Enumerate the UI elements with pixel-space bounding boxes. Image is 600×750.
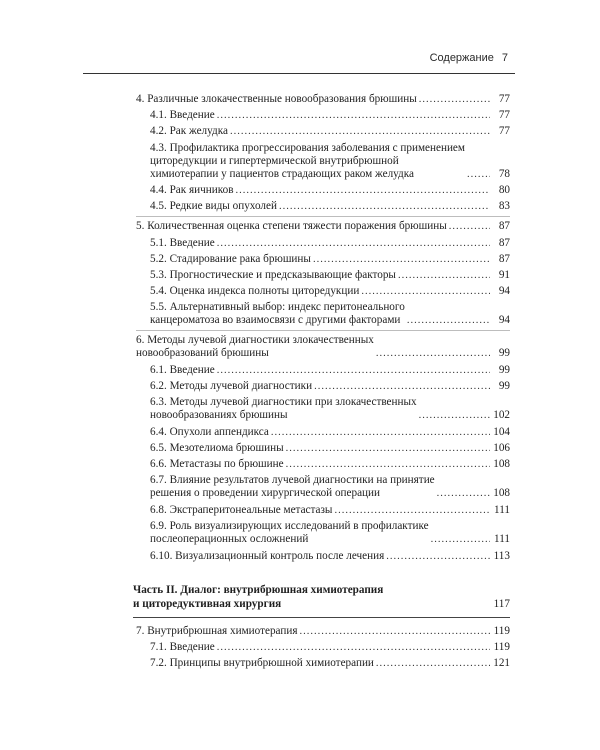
part-divider [133, 617, 510, 618]
leader-dots [235, 184, 490, 197]
leader-dots [407, 314, 490, 327]
toc-entry-6-7[interactable]: 6.7. Влияние результатов лучевой диагностики на принятие решения о проведении хирургической операции ..... 108 [150, 474, 510, 500]
leader-dots [419, 93, 490, 106]
leader-dots [279, 200, 490, 213]
toc-entry-5-1[interactable]: 5.1. Введение ..... 87 [150, 237, 510, 250]
leader-dots [217, 641, 490, 654]
toc-entry-6-4[interactable]: 6.4. Опухоли аппендикса ..... 104 [150, 426, 510, 439]
toc-entry-4-2[interactable]: 4.2. Рак желудка ..... 77 [150, 125, 510, 138]
leader-dots [217, 237, 490, 250]
chapter-divider [136, 330, 510, 331]
toc-part-2[interactable]: Часть II. Диалог: внутрибрюшная химиотерапия и циторедуктивная хирургия 117 [133, 584, 510, 610]
leader-dots [217, 109, 490, 122]
toc-entry-ch4[interactable]: 4. Различные злокачественные новообразования брюшины ..... 77 [136, 93, 510, 106]
toc-entry-6-1[interactable]: 6.1. Введение ..... 99 [150, 364, 510, 377]
leader-dots [286, 442, 490, 455]
toc-entry-5-4[interactable]: 5.4. Оценка индекса полноты циторедукции ..... 94 [150, 285, 510, 298]
leader-dots [230, 125, 490, 138]
toc-entry-5-2[interactable]: 5.2. Стадирование рака брюшины ..... 87 [150, 253, 510, 266]
leader-dots [419, 409, 490, 422]
toc-entry-ch7[interactable]: 7. Внутрибрюшная химиотерапия ..... 119 [136, 625, 510, 638]
toc-entry-7-1[interactable]: 7.1. Введение ..... 119 [150, 641, 510, 654]
leader-dots [449, 220, 490, 233]
chapter-divider [136, 216, 510, 217]
toc-entry-6-8[interactable]: 6.8. Экстраперитонеальные метастазы ..... 111 [150, 504, 510, 517]
toc-entry-5-5[interactable]: 5.5. Альтернативный выбор: индекс перитонеального канцероматоза во взаимосвязи с другими факторами ..... 94 [150, 301, 510, 327]
header-page-number: 7 [501, 52, 508, 64]
leader-dots [431, 533, 490, 546]
toc-entry-6-5[interactable]: 6.5. Мезотелиома брюшины ..... 106 [150, 442, 510, 455]
toc-entry-4-5[interactable]: 4.5. Редкие виды опухолей ..... 83 [150, 200, 510, 213]
leader-dots [286, 458, 490, 471]
leader-dots [217, 364, 490, 377]
leader-dots [376, 347, 490, 360]
toc-entry-ch6[interactable]: 6. Методы лучевой диагностики злокачественных новообразований брюшины ..... 99 [136, 334, 510, 360]
leader-dots [386, 550, 490, 563]
toc-entry-6-10[interactable]: 6.10. Визуализационный контроль после лечения ..... 113 [150, 550, 510, 563]
toc-entry-4-4[interactable]: 4.4. Рак яичников ..... 80 [150, 184, 510, 197]
leader-dots [398, 269, 490, 282]
toc-entry-7-2[interactable]: 7.2. Принципы внутрибрюшной химиотерапии ..... 121 [150, 657, 510, 670]
leader-dots [313, 253, 490, 266]
toc-entry-5-3[interactable]: 5.3. Прогностические и предсказывающие факторы ..... 91 [150, 269, 510, 282]
leader-dots [437, 487, 490, 500]
toc-entry-ch5[interactable]: 5. Количественная оценка степени тяжести поражения брюшины ..... 87 [136, 220, 510, 233]
leader-dots [376, 657, 490, 670]
toc-entry-6-3[interactable]: 6.3. Методы лучевой диагностики при злокачественных новообразованиях брюшины ..... 102 [150, 396, 510, 422]
toc-entry-6-9[interactable]: 6.9. Роль визуализирующих исследований в профилактике послеоперационных осложнений ..... 111 [150, 520, 510, 546]
leader-dots [467, 168, 490, 181]
leader-dots [299, 625, 490, 638]
leader-dots [334, 504, 490, 517]
header-title: Содержание [429, 52, 494, 64]
toc-entry-4-1[interactable]: 4.1. Введение ..... 77 [150, 109, 510, 122]
toc-entry-4-3[interactable]: 4.3. Профилактика прогрессирования заболевания с применением циторедукции и гипертермической внутрибрюшной химиотерапии у пациентов страдающих раком желудка ..... 78 [150, 142, 510, 181]
leader-dots [271, 426, 490, 439]
leader-dots [361, 285, 490, 298]
toc-entry-6-2[interactable]: 6.2. Методы лучевой диагностики ..... 99 [150, 380, 510, 393]
leader-dots [314, 380, 490, 393]
toc-entry-6-6[interactable]: 6.6. Метастазы по брюшине ..... 108 [150, 458, 510, 471]
